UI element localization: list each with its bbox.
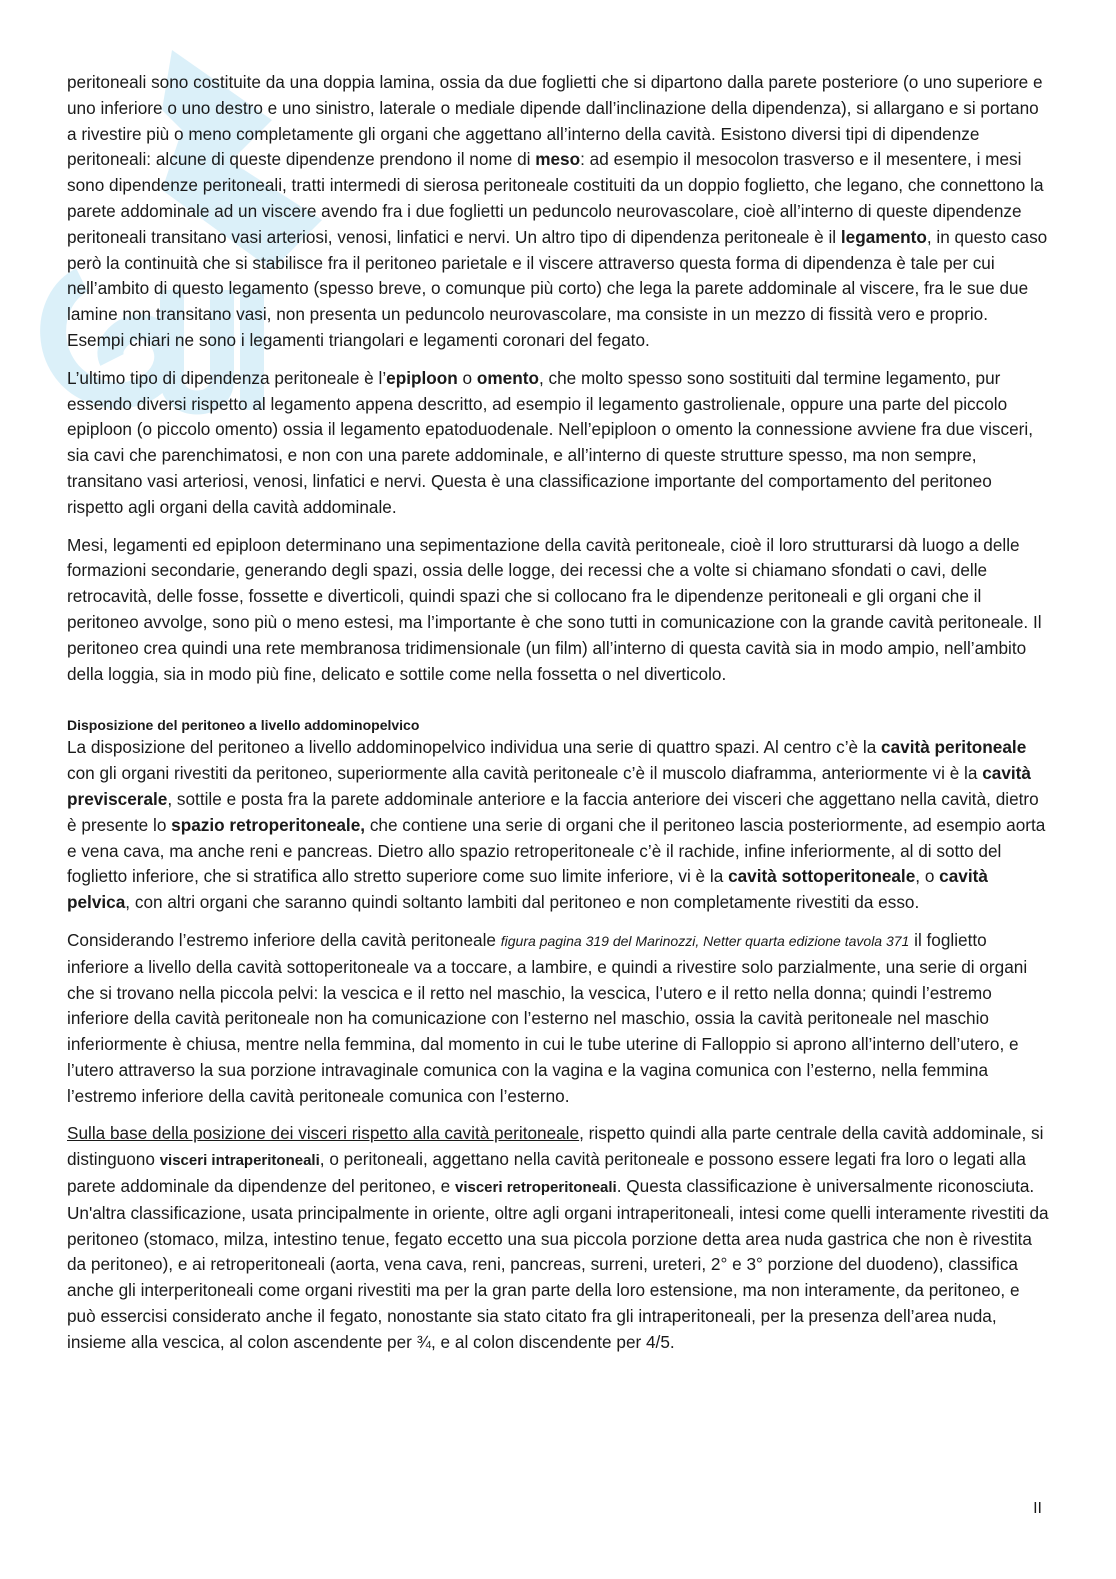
text: che contiene una serie di organi che il peritoneo lascia posteriormente, ad esempio aorta e vena cava, ma anche reni e pancreas. Dietro allo spazio retroperitoneale c’è il rachide, infine inferiormente, al di sotto del foglietto inferiore, che si stratifica allo stretto superiore come suo limite inferiore, vi è la xyxy=(67,814,1046,887)
term-epiploon: epiploon xyxy=(386,367,458,388)
figure-reference: figura pagina 319 del Marinozzi, Netter quarta edizione tavola 371 xyxy=(500,932,910,949)
paragraph-dipendenze xyxy=(67,70,1049,354)
text: , o peritoneali, aggettano nella cavità peritoneale e possono essere legati fra loro o legati alla parete addominale da dipendenze del peritoneo, e xyxy=(67,1149,1026,1197)
text: il foglietto inferiore a livello della cavità sottoperitoneale va a toccare, a lambire, e quindi a rivestire solo parzialmente, una serie di organi che si trovano nella piccola pelvi: la vescica e il retto nel maschio, la vescica, l’utero e il retto nella donna; quindi l’estremo inferiore della cavità peritoneale non ha comunicazione con l’esterno nel maschio, ossia la cavità peritoneale nel maschio inferiormente è chiusa, mentre nella femmina, dal momento in cui le tube uterine di Falloppio si aprono all’interno dell’utero, e l’utero attraverso la sua porzione intravaginale comunica con la vagina e la vagina comunica con l’esterno, nella femmina l’estremo inferiore della cavità peritoneale comunica con l’esterno. xyxy=(67,929,1028,1106)
text: , in questo caso però la continuità che si stabilisce fra il peritoneo parietale e il viscere attraverso questa forma di dipendenza è tale per cui nell’ambito di questo legamento (spesso breve, o comunque più corto) che lega la parete addominale al viscere, fra le sue due lamine non transitano vasi, non presenta un peduncolo neurovascolare, ma consiste in un mezzo di fissità vero e proprio. Esempi chiari ne sono i legamenti triangolari e legamenti coronari del fegato. xyxy=(67,226,1048,350)
underlined-text: Sulla base della posizione dei visceri rispetto alla cavità peritoneale xyxy=(67,1123,580,1144)
text: L’ultimo tipo di dipendenza peritoneale è l’ xyxy=(67,367,387,388)
term-legamento: legamento xyxy=(840,226,927,247)
text: con gli organi rivestiti da peritoneo, superiormente alla cavità peritoneale c’è il muscolo diaframma, anteriormente vi è la xyxy=(67,763,983,784)
text: , che molto spesso sono sostituiti dal termine legamento, pur essendo diversi rispetto al legamento appena descritto, ad esempio il legamento gastrolienale, oppure una parte del piccolo epiploon (o piccolo omento) ossia il legamento epatoduodenale. Nell’epiploon o omento la connessione avviene fra due visceri, sia cavi che parenchimatosi, e non con una parete addominale, e all’interno di queste strutture spesso, ma non sempre, transitano vasi arteriosi, venosi, linfatici e nervi. Questa è una classificazione importante del comportamento del peritoneo rispetto agli organi della cavità addominale. xyxy=(67,367,1033,517)
paragraph-epiploon xyxy=(67,366,1049,521)
term-cavita-sottoperitoneale: cavità sottoperitoneale xyxy=(728,866,916,887)
term-omento: omento xyxy=(476,367,539,388)
text: , sottile e posta fra la parete addominale anteriore e la faccia anteriore dei visceri che aggettano nella cavità, dietro è presente lo xyxy=(67,788,1039,835)
text: , o xyxy=(915,866,940,887)
paragraph-classificazione xyxy=(67,1121,1049,1355)
text: , con altri organi che saranno quindi soltanto lambiti dal peritoneo e non completamente rivestiti da esso. xyxy=(125,892,920,913)
text: peritoneali sono costituite da una doppia lamina, ossia da due foglietti che si dipartono dalla parete posteriore (o uno superiore e uno inferiore o uno destro e uno sinistro, laterale o mediale dipende dall’inclinazione della dipendenza), si allargano e si portano a rivestire più o meno completamente gli organi che aggettano all’interno della cavità. Esistono diversi tipi di dipendenze peritoneali: alcune di queste dipendenze prendono il nome di xyxy=(67,72,1043,170)
term-visceri-intraperitoneali: visceri intraperitoneali xyxy=(159,1152,320,1170)
paragraph-estremo-inferiore xyxy=(67,928,1049,1110)
text: La disposizione del peritoneo a livello addominopelvico individua una serie di quattro spazi. Al centro c’è la xyxy=(67,737,882,758)
term-meso: meso xyxy=(535,149,581,170)
term-cavita-pelvica: cavità pelvica xyxy=(67,866,988,913)
document-page xyxy=(67,70,1049,1368)
text: Considerando l’estremo inferiore della cavità peritoneale xyxy=(67,929,501,950)
term-spazio-retroperitoneale: spazio retroperitoneale, xyxy=(171,814,366,835)
paragraph-disposizione xyxy=(67,735,1049,916)
term-cavita-previscerale: cavità previscerale xyxy=(67,763,1031,809)
page-number: II xyxy=(1033,1500,1042,1517)
text: . Questa classificazione è universalmente riconosciuta. Un'altra classificazione, usata principalmente in oriente, oltre agli organi intraperitoneali, intesi come quelli interamente rivestiti da peritoneo (stomaco, milza, intestino tenue, fegato eccetto una sua piccola porzione detta area nuda gastrica che non è rivestita da peritoneo), e ai retroperitoneali (aorta, vena cava, reni, pancreas, surreni, ureteri, 2° e 3° porzione del duodeno), classifica anche gli interperitoneali come organi rivestiti ma per la gran parte della loro estensione, ma non interamente, da peritoneo, e può essercisi considerato anche il fegato, nonostante sia stato citato fra gli intraperitoneali, per la presenza dell’area nuda, insieme alla vescica, al colon ascendente per ¾, e al colon discendente per 4/5. xyxy=(67,1176,1049,1352)
text: , rispetto quindi alla parte centrale della cavità addominale, si distinguono xyxy=(67,1123,1044,1170)
term-cavita-peritoneale: cavità peritoneale xyxy=(881,737,1027,758)
paragraph-sepimentazione xyxy=(67,533,1049,688)
text: o xyxy=(457,367,477,388)
section-heading: Disposizione del peritoneo a livello addominopelvico xyxy=(67,717,420,734)
text: : ad esempio il mesocolon trasverso e il mesentere, i mesi sono dipendenze peritoneali, tratti intermedi di sierosa peritoneale costituiti da un doppio foglietto, che legano, che connettono la parete addominale ad un viscere avendo fra i due foglietti un peduncolo neurovascolare, cioè all’interno di queste dipendenze peritoneali transitano vasi arteriosi, venosi, linfatici e nervi. Un altro tipo di dipendenza peritoneale è il xyxy=(67,149,1044,247)
text: Mesi, legamenti ed epiploon determinano una sepimentazione della cavità peritoneale, cioè il loro strutturarsi dà luogo a delle formazioni secondarie, generando degli spazi, ossia delle logge, dei recessi che a volte si chiamano sfondati o cavi, delle retrocavità, delle fosse, fossette e diverticoli, quindi spazi che si collocano fra le dipendenze peritoneali e gli organi che il peritoneo avvolge, sono più o meno estesi, ma l’importante è che sono tutti in comunicazione con la grande cavità peritoneale. Il peritoneo crea quindi una rete membranosa tridimensionale (un film) all’interno di questa cavità sia in modo ampio, nell’ambito della loggia, sia in modo più fine, delicato e sottile come nella fossetta o nel diverticolo. xyxy=(67,534,1042,684)
term-visceri-retroperitoneali: visceri retroperitoneali xyxy=(454,1179,617,1197)
